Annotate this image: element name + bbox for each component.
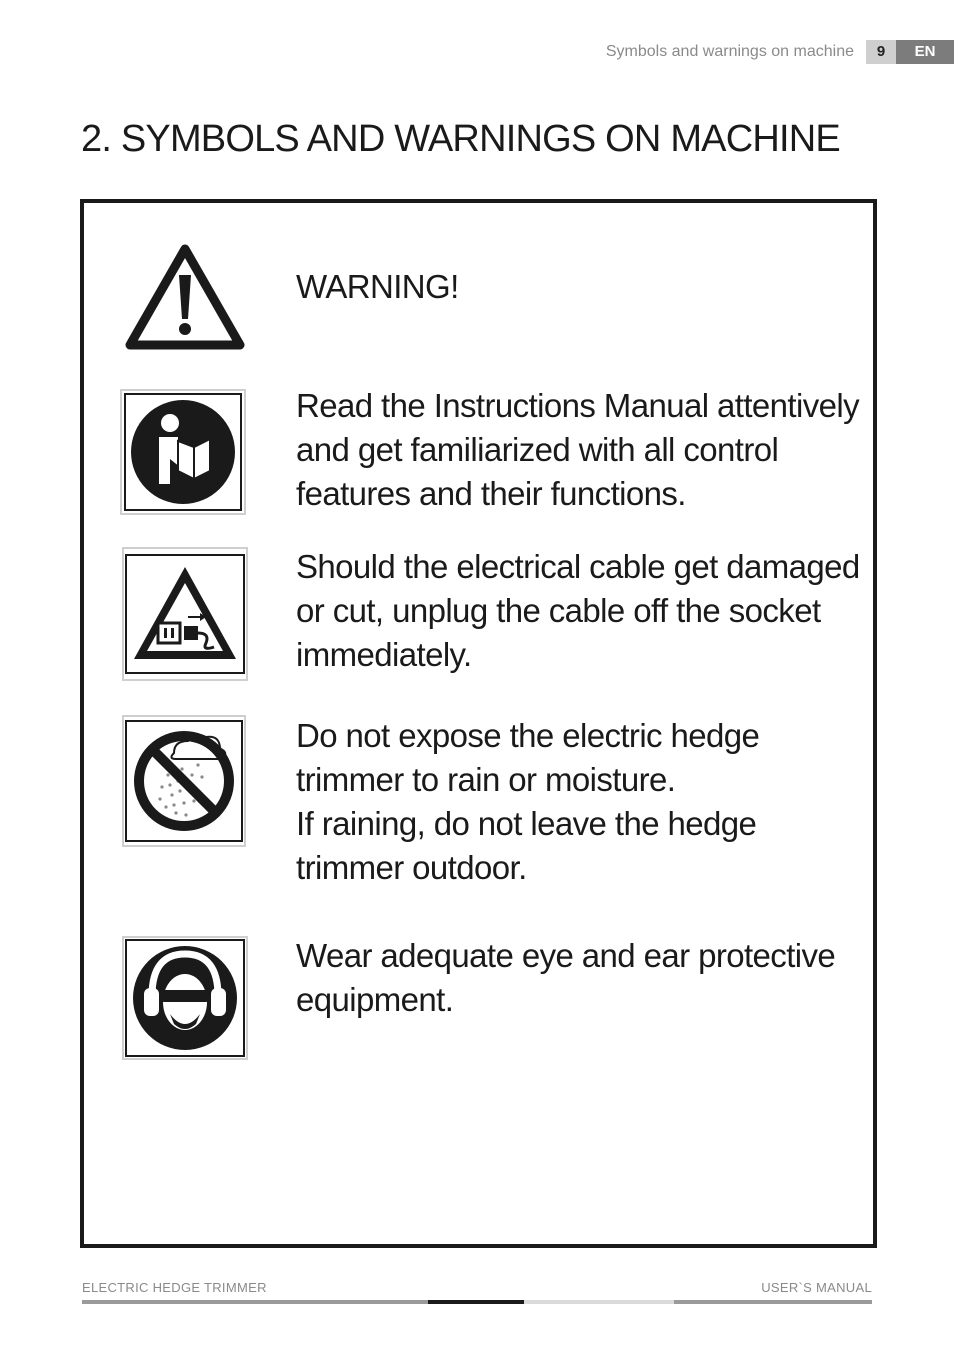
symbols-frame [80,199,877,1248]
eye-ear-protection-icon [122,936,248,1060]
unplug-cable-icon [122,547,248,681]
page-title: 2. SYMBOLS AND WARNINGS ON MACHINE [81,118,840,160]
section-title: Symbols and warnings on machine [605,43,854,60]
page-header [606,40,954,64]
footer-manual: USER`S MANUAL [761,1280,872,1295]
symbol-text-unplug: Should the electrical cable get damaged or cut, unplug the cable off the socket immediately. [296,548,860,673]
page-number: 9 [866,40,896,64]
no-rain-icon [122,715,246,847]
footer-rule-2 [428,1300,524,1304]
footer-product: ELECTRIC HEDGE TRIMMER [82,1280,267,1295]
warning-triangle-icon [124,241,246,353]
footer-rule-3 [524,1300,674,1304]
footer-rule-1 [82,1300,428,1304]
language-badge: EN [896,40,954,64]
symbol-text-read-manual: Read the Instructions Manual attentively and get familiarized with all control features and their functions. [296,387,859,512]
symbol-text-warning: WARNING! [296,268,459,305]
footer-rule-4 [674,1300,872,1304]
symbol-text-no-rain: Do not expose the electric hedge trimmer to rain or moisture. If raining, do not leave the hedge trimmer outdoor. [296,717,760,886]
symbol-text-protection: Wear adequate eye and ear protective equipment. [296,937,836,1018]
read-manual-icon [120,389,246,515]
